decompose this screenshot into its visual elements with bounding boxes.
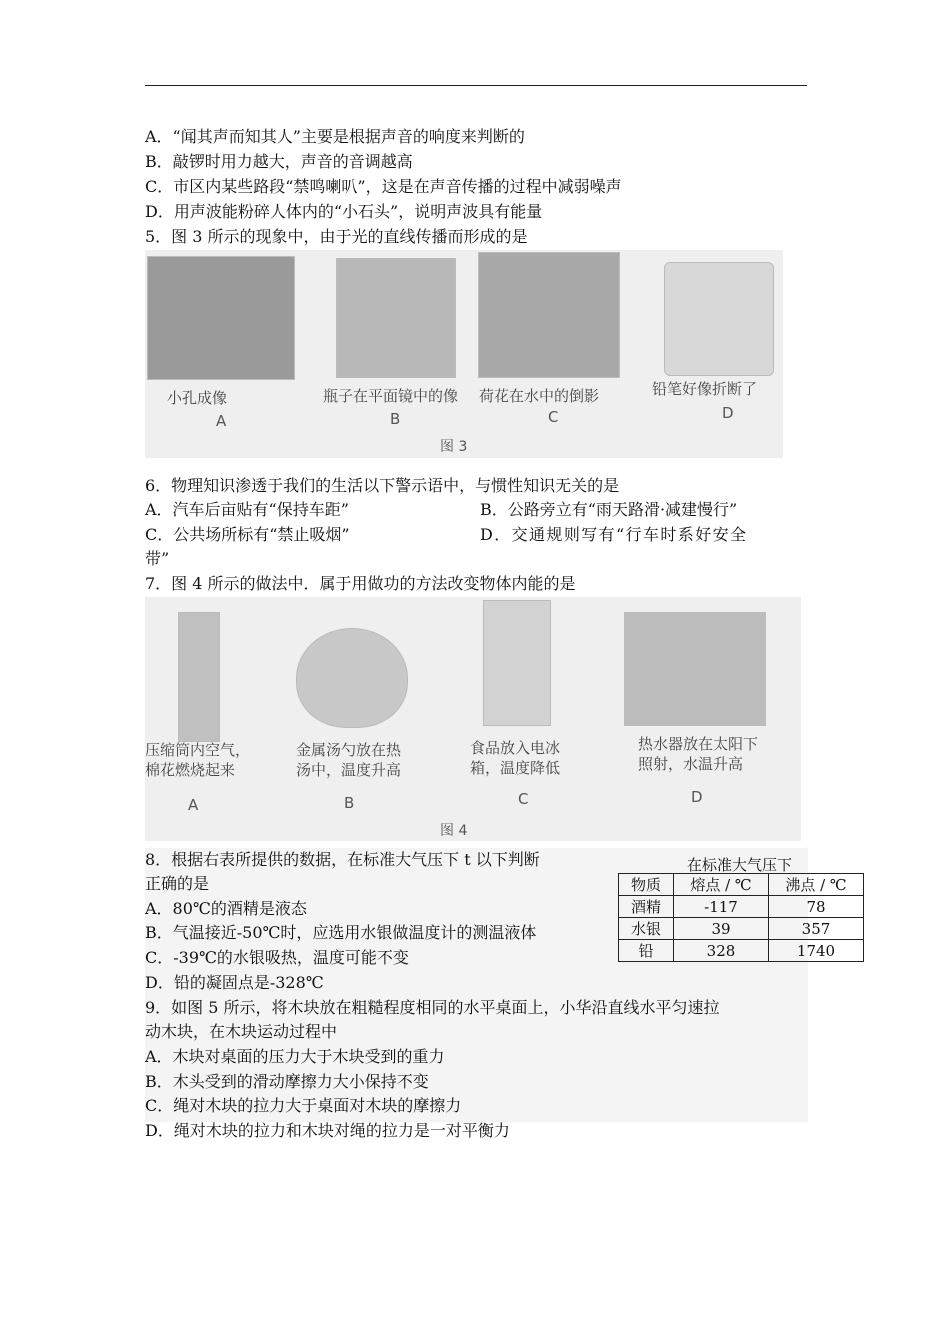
q8-option-b: B．气温接近-50℃时，应选用水银做温度计的测温液体 [145,923,537,942]
table-cell: 39 [674,918,769,940]
solar-heater-photo [624,612,766,726]
table-row [619,918,864,940]
q6-option-b: B．公路旁立有“雨天路滑·减建慢行” [480,500,738,519]
table-cell: 铅 [619,940,674,962]
bottle-mirror-photo [336,258,456,378]
fig4-caption-b-line1: 金属汤勺放在热 [296,741,402,759]
pencil-glass-photo [664,262,774,376]
fig4-caption-b-line2: 汤中，温度升高 [296,761,402,779]
q6-option-c: C．公共场所标有“禁止吸烟” [145,525,350,544]
figure-4-label: 图 4 [440,823,468,839]
fig3-letter-a: A [216,412,227,430]
fridge-photo [483,600,551,726]
q4-option-c: C．市区内某些路段“禁鸣喇叭”，这是在声音传播的过程中减弱噪声 [145,177,622,196]
fig4-caption-a-line2: 棉花燃烧起来 [145,761,236,779]
q8-option-d: D．铅的凝固点是-328℃ [145,973,324,992]
q9-stem-line2: 动木块，在木块运动过程中 [145,1022,338,1041]
q4-option-b: B．敲锣时用力越大，声音的音调越高 [145,152,413,171]
fig4-letter-b: B [344,794,355,812]
table-caption: 在标准大气压下 [686,856,792,874]
q6-stem: 6．物理知识渗透于我们的生活以下警示语中，与惯性知识无关的是 [145,476,620,495]
q9-option-c: C．绳对木块的拉力大于桌面对木块的摩擦力 [145,1096,462,1115]
q9-option-d: D．绳对木块的拉力和木块对绳的拉力是一对平衡力 [145,1121,510,1140]
fig4-caption-d-line1: 热水器放在太阳下 [638,735,759,753]
q4-option-a: A．“闻其声而知其人”主要是根据声音的响度来判断的 [145,127,525,146]
table-header: 沸点 / ℃ [769,874,864,896]
table-row [619,940,864,962]
table-cell: 水银 [619,918,674,940]
table-cell: 328 [674,940,769,962]
pinhole-image-photo [147,256,295,380]
table-cell: 1740 [769,940,864,962]
lotus-reflection-photo [478,252,620,378]
figure-3-label: 图 3 [440,439,468,455]
fig4-caption-c-line1: 食品放入电冰 [470,739,561,757]
fig4-caption-d-line2: 照射，水温升高 [638,755,744,773]
table-header-row [619,874,864,896]
table-cell: 酒精 [619,896,674,918]
header-rule [145,85,807,86]
table-header: 熔点 / ℃ [674,874,769,896]
q9-option-a: A．木块对桌面的压力大于木块受到的重力 [145,1047,445,1066]
q8-stem-line2: 正确的是 [145,874,210,893]
fig4-caption-c-line2: 箱，温度降低 [470,759,561,777]
data-table [618,873,864,962]
air-pump-photo [178,612,220,742]
fig4-caption-d [638,734,758,774]
fig3-letter-b: B [390,410,401,428]
fig4-caption-a [145,740,250,780]
q6-option-a: A．汽车后亩贴有“保持车距” [145,500,349,519]
table-cell: 357 [769,918,864,940]
q9-option-b: B．木头受到的滑动摩擦力大小保持不变 [145,1072,429,1091]
q9-stem-line1: 9．如图 5 所示，将木块放在粗糙程度相同的水平桌面上，小华沿直线水平匀速拉 [145,998,720,1017]
fig4-caption-b [296,740,401,780]
q8-option-c: C．-39℃的水银吸热，温度可能不变 [145,948,409,967]
table-header: 物质 [619,874,674,896]
fig4-caption-a-line1: 压缩筒内空气， [145,741,251,759]
fig4-letter-c: C [518,790,529,808]
fig3-caption-b: 瓶子在平面镜中的像 [323,387,459,405]
q4-option-d: D．用声波能粉碎人体内的“小石头”，说明声波具有能量 [145,202,543,221]
fig3-caption-c: 荷花在水中的倒影 [479,387,600,405]
q7-stem: 7．图 4 所示的做法中．属于用做功的方法改变物体内能的是 [145,574,576,593]
q6-option-d-cont: 带” [145,549,170,568]
fig3-caption-d: 铅笔好像折断了 [652,380,758,398]
q6-option-d: D．交通规则写有“行车时系好安全 [480,525,748,544]
fig4-letter-d: D [691,788,703,806]
soup-bowl-photo [296,628,408,728]
q8-option-a: A．80℃的酒精是液态 [145,899,307,918]
table-cell: -117 [674,896,769,918]
fig3-letter-d: D [722,404,734,422]
fig3-letter-c: C [548,408,559,426]
q8-stem-line1: 8．根据右表所提供的数据，在标准大气压下 t 以下判断 [145,850,540,869]
fig4-letter-a: A [188,796,199,814]
table-row [619,896,864,918]
q5-stem: 5．图 3 所示的现象中，由于光的直线传播而形成的是 [145,227,528,246]
fig3-caption-a: 小孔成像 [167,389,228,407]
fig4-caption-c [470,738,560,778]
table-cell: 78 [769,896,864,918]
